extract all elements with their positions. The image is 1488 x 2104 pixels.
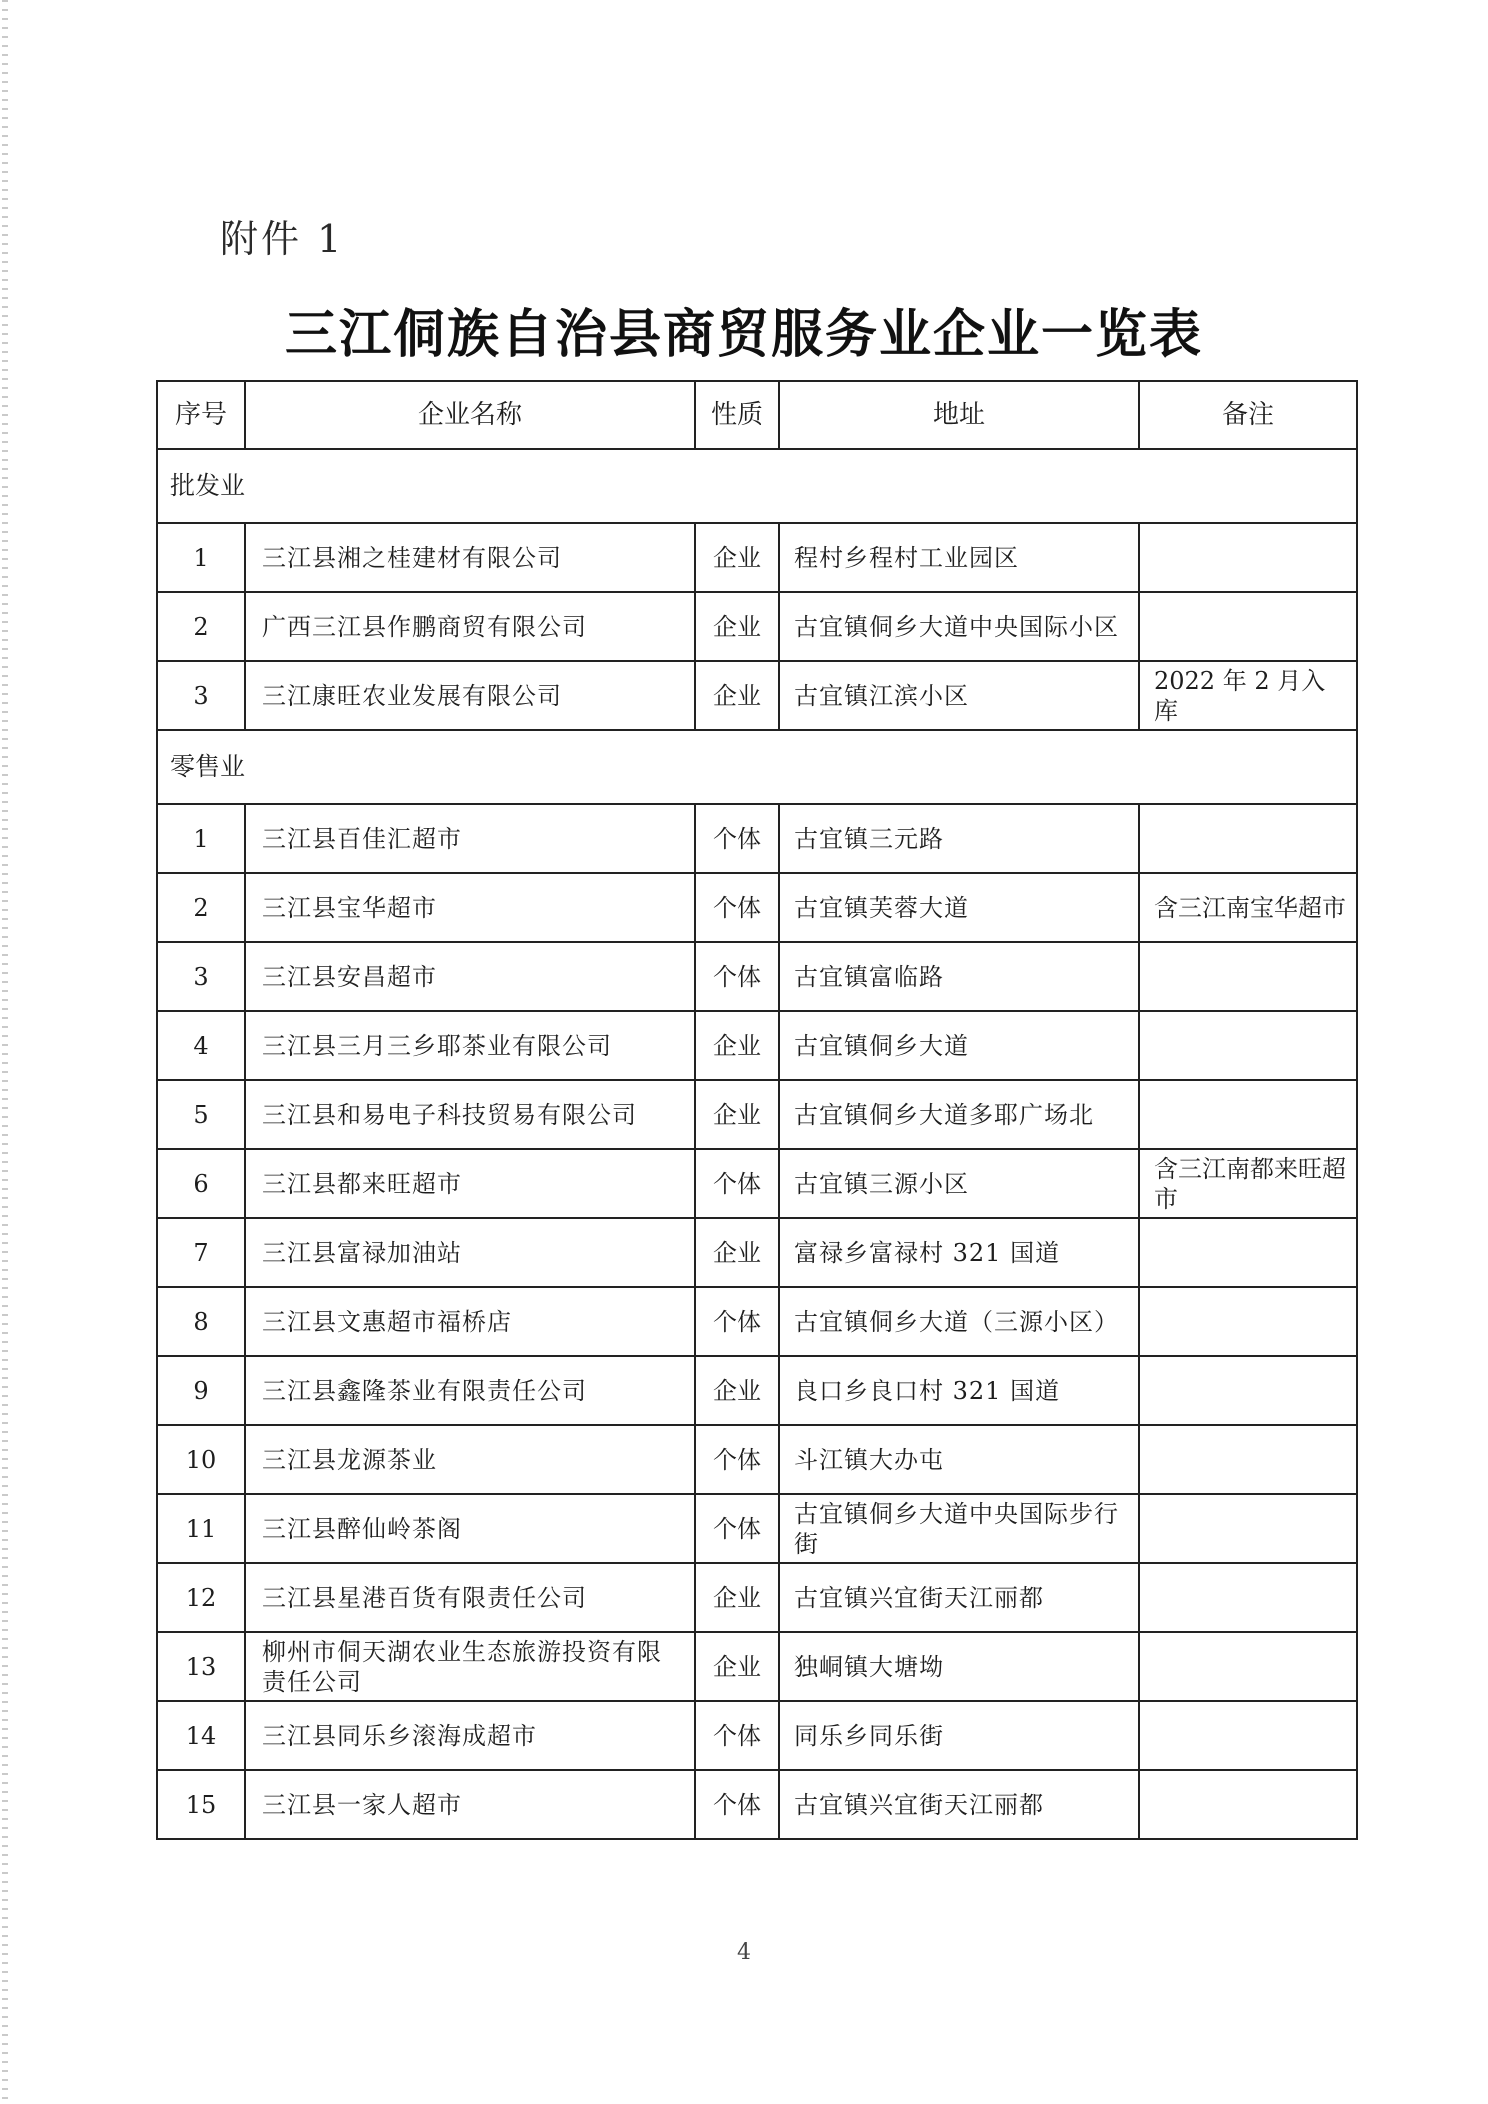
- cell-company-name: 三江县都来旺超市: [245, 1149, 695, 1218]
- table-row: [157, 1011, 1357, 1080]
- cell-note: [1139, 1218, 1357, 1287]
- cell-no: 15: [157, 1770, 245, 1839]
- cell-note: [1139, 523, 1357, 592]
- cell-no: 1: [157, 523, 245, 592]
- cell-company-name: 三江县安昌超市: [245, 942, 695, 1011]
- table-row: [157, 1494, 1357, 1563]
- cell-no: 8: [157, 1287, 245, 1356]
- cell-no: 10: [157, 1425, 245, 1494]
- cell-no: 4: [157, 1011, 245, 1080]
- cell-note: [1139, 1287, 1357, 1356]
- document-title: 三江侗族自治县商贸服务业企业一览表: [284, 304, 1203, 365]
- table-row: [157, 942, 1357, 1011]
- cell-note: [1139, 1701, 1357, 1770]
- cell-note: 2022 年 2 月入库: [1139, 661, 1357, 730]
- cell-address: 富禄乡富禄村 321 国道: [779, 1218, 1139, 1287]
- table-row: [157, 1080, 1357, 1149]
- table-row: [157, 592, 1357, 661]
- cell-company-name: 三江康旺农业发展有限公司: [245, 661, 695, 730]
- cell-type: 企业: [695, 1563, 779, 1632]
- cell-address: 同乐乡同乐街: [779, 1701, 1139, 1770]
- cell-type: 个体: [695, 1149, 779, 1218]
- cell-address: 独峒镇大塘坳: [779, 1632, 1139, 1701]
- cell-address: 古宜镇侗乡大道中央国际步行街: [779, 1494, 1139, 1563]
- cell-no: 9: [157, 1356, 245, 1425]
- header-note: 备注: [1139, 381, 1357, 449]
- table-body: [157, 449, 1357, 1839]
- cell-note: [1139, 804, 1357, 873]
- cell-company-name: 柳州市侗天湖农业生态旅游投资有限责任公司: [245, 1632, 695, 1701]
- table-row: [157, 1425, 1357, 1494]
- header-no: 序号: [157, 381, 245, 449]
- cell-no: 6: [157, 1149, 245, 1218]
- cell-company-name: 三江县龙源茶业: [245, 1425, 695, 1494]
- cell-type: 企业: [695, 1632, 779, 1701]
- cell-address: 斗江镇大办屯: [779, 1425, 1139, 1494]
- table-header-row: [157, 381, 1357, 449]
- cell-type: 个体: [695, 1494, 779, 1563]
- table-row: [157, 804, 1357, 873]
- cell-no: 14: [157, 1701, 245, 1770]
- cell-note: [1139, 592, 1357, 661]
- attachment-label: 附件 1: [220, 217, 345, 261]
- cell-no: 1: [157, 804, 245, 873]
- cell-note: [1139, 1632, 1357, 1701]
- cell-company-name: 三江县三月三乡耶茶业有限公司: [245, 1011, 695, 1080]
- cell-address: 古宜镇兴宜街天江丽都: [779, 1770, 1139, 1839]
- cell-address: 古宜镇富临路: [779, 942, 1139, 1011]
- cell-company-name: 三江县醉仙岭茶阁: [245, 1494, 695, 1563]
- cell-no: 2: [157, 592, 245, 661]
- table-row: [157, 1770, 1357, 1839]
- cell-note: [1139, 1080, 1357, 1149]
- section-row: [157, 730, 1357, 804]
- cell-address: 古宜镇三元路: [779, 804, 1139, 873]
- cell-company-name: 三江县鑫隆茶业有限责任公司: [245, 1356, 695, 1425]
- section-label: 批发业: [157, 449, 1357, 523]
- table-row: [157, 661, 1357, 730]
- cell-type: 企业: [695, 661, 779, 730]
- table-row: [157, 1287, 1357, 1356]
- table-row: [157, 1563, 1357, 1632]
- cell-type: 企业: [695, 1218, 779, 1287]
- cell-address: 古宜镇芙蓉大道: [779, 873, 1139, 942]
- cell-type: 个体: [695, 873, 779, 942]
- cell-company-name: 三江县湘之桂建材有限公司: [245, 523, 695, 592]
- cell-type: 企业: [695, 523, 779, 592]
- cell-note: [1139, 1494, 1357, 1563]
- cell-company-name: 三江县和易电子科技贸易有限公司: [245, 1080, 695, 1149]
- header-name: 企业名称: [245, 381, 695, 449]
- cell-no: 7: [157, 1218, 245, 1287]
- cell-address: 古宜镇兴宜街天江丽都: [779, 1563, 1139, 1632]
- table-row: [157, 873, 1357, 942]
- cell-no: 11: [157, 1494, 245, 1563]
- cell-no: 13: [157, 1632, 245, 1701]
- cell-no: 3: [157, 661, 245, 730]
- cell-company-name: 三江县百佳汇超市: [245, 804, 695, 873]
- cell-address: 程村乡程村工业园区: [779, 523, 1139, 592]
- section-label: 零售业: [157, 730, 1357, 804]
- table-row: [157, 523, 1357, 592]
- cell-type: 个体: [695, 804, 779, 873]
- cell-address: 古宜镇江滨小区: [779, 661, 1139, 730]
- cell-no: 2: [157, 873, 245, 942]
- cell-company-name: 三江县宝华超市: [245, 873, 695, 942]
- cell-no: 12: [157, 1563, 245, 1632]
- table-row: [157, 1149, 1357, 1218]
- cell-company-name: 广西三江县作鹏商贸有限公司: [245, 592, 695, 661]
- cell-type: 个体: [695, 1287, 779, 1356]
- cell-note: [1139, 1770, 1357, 1839]
- table-row: [157, 1218, 1357, 1287]
- cell-company-name: 三江县一家人超市: [245, 1770, 695, 1839]
- section-row: [157, 449, 1357, 523]
- cell-address: 古宜镇侗乡大道多耶广场北: [779, 1080, 1139, 1149]
- table-row: [157, 1701, 1357, 1770]
- enterprise-table: [156, 380, 1358, 1840]
- cell-address: 古宜镇侗乡大道: [779, 1011, 1139, 1080]
- cell-type: 个体: [695, 1701, 779, 1770]
- cell-note: [1139, 1011, 1357, 1080]
- header-address: 地址: [779, 381, 1139, 449]
- cell-company-name: 三江县同乐乡滚海成超市: [245, 1701, 695, 1770]
- cell-company-name: 三江县星港百货有限责任公司: [245, 1563, 695, 1632]
- cell-note: 含三江南宝华超市: [1139, 873, 1357, 942]
- cell-address: 古宜镇三源小区: [779, 1149, 1139, 1218]
- cell-no: 5: [157, 1080, 245, 1149]
- cell-type: 企业: [695, 1356, 779, 1425]
- cell-no: 3: [157, 942, 245, 1011]
- header-type: 性质: [695, 381, 779, 449]
- table-row: [157, 1632, 1357, 1701]
- cell-note: [1139, 1425, 1357, 1494]
- cell-type: 个体: [695, 1425, 779, 1494]
- cell-type: 企业: [695, 1080, 779, 1149]
- cell-note: [1139, 1563, 1357, 1632]
- cell-type: 个体: [695, 1770, 779, 1839]
- cell-note: 含三江南都来旺超市: [1139, 1149, 1357, 1218]
- page-number: 4: [737, 1940, 751, 1965]
- cell-company-name: 三江县富禄加油站: [245, 1218, 695, 1287]
- cell-type: 企业: [695, 592, 779, 661]
- cell-type: 个体: [695, 942, 779, 1011]
- table-row: [157, 1356, 1357, 1425]
- cell-address: 古宜镇侗乡大道（三源小区）: [779, 1287, 1139, 1356]
- cell-note: [1139, 1356, 1357, 1425]
- cell-address: 良口乡良口村 321 国道: [779, 1356, 1139, 1425]
- cell-address: 古宜镇侗乡大道中央国际小区: [779, 592, 1139, 661]
- cell-note: [1139, 942, 1357, 1011]
- cell-type: 企业: [695, 1011, 779, 1080]
- cell-company-name: 三江县文惠超市福桥店: [245, 1287, 695, 1356]
